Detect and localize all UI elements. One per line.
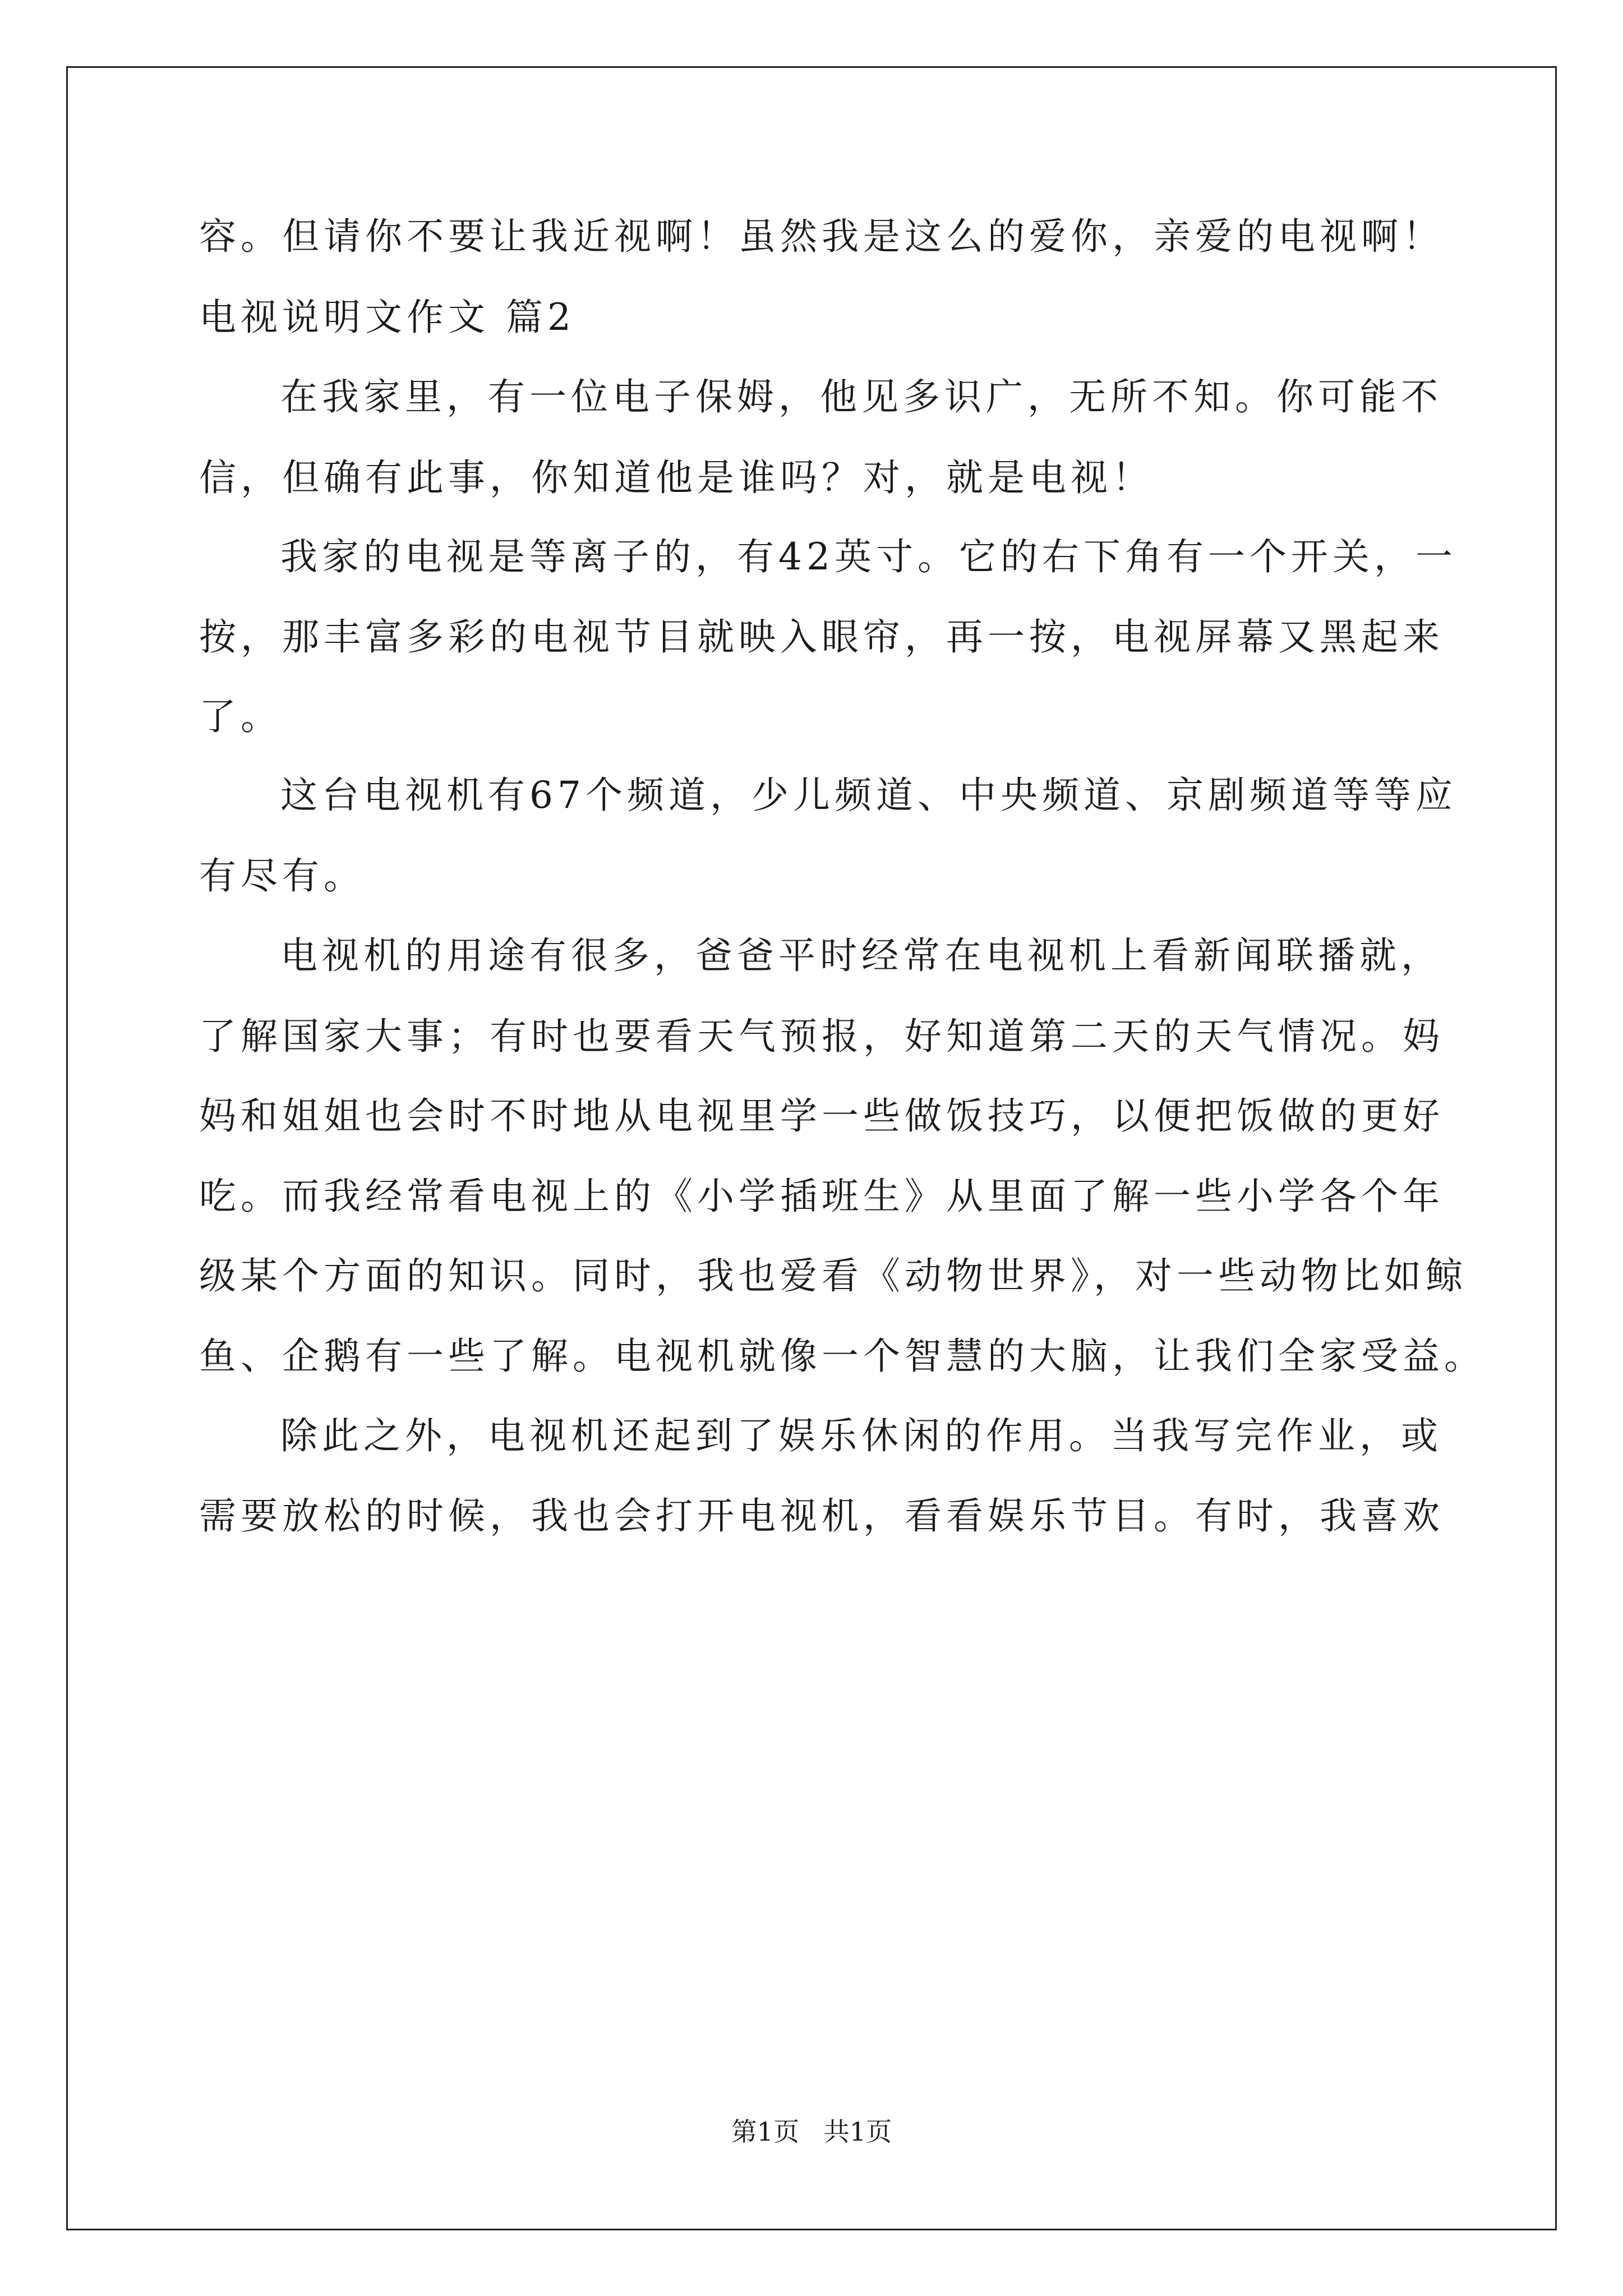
paragraph-line: 级某个方面的知识。同时，我也爱看《动物世界》，对一些动物比如鲸 [199,1254,1467,1297]
paragraph-line: 吃。而我经常看电视上的《小学插班生》从里面了解一些小学各个年 [199,1175,1444,1218]
paragraph-line: 有尽有。 [199,854,365,898]
paragraph-line: 了解国家大事；有时也要看天气预报，好知道第二天的天气情况。妈 [199,1015,1444,1058]
page-number-footer: 第1页 共1页 [731,2116,892,2147]
paragraph-line: 妈和姐姐也会时不时地从电视里学一些做饭技巧，以便把饭做的更好 [199,1094,1444,1138]
paragraph-line: 在我家里，有一位电子保姆，他见多识广，无所不知。你可能不 [280,375,1442,418]
paragraph-line: 按，那丰富多彩的电视节目就映入眼帘，再一按，电视屏幕又黑起来 [199,615,1444,659]
section-heading: 电视说明文作文 篇2 [199,296,575,339]
paragraph-line: 这台电视机有67个频道，少儿频道、中央频道、京剧频道等等应 [280,774,1457,817]
paragraph-line: 电视机的用途有很多，爸爸平时经常在电视机上看新闻联播就， [280,934,1442,977]
paragraph-line: 信，但确有此事，你知道他是谁吗？对，就是电视！ [199,456,1154,499]
text-line-continuation: 容。但请你不要让我近视啊！虽然我是这么的爱你，亲爱的电视啊！ [199,215,1444,258]
paragraph-line: 了。 [199,695,282,738]
paragraph-line: 鱼、企鹅有一些了解。电视机就像一个智慧的大脑，让我们全家受益。 [199,1335,1486,1378]
paragraph-line: 除此之外，电视机还起到了娱乐休闲的作用。当我写完作业，或 [280,1414,1442,1457]
paragraph-line: 我家的电视是等离子的，有42英寸。它的右下角有一个开关，一 [280,535,1457,578]
paragraph-line: 需要放松的时候，我也会打开电视机，看看娱乐节目。有时，我喜欢 [199,1494,1444,1538]
